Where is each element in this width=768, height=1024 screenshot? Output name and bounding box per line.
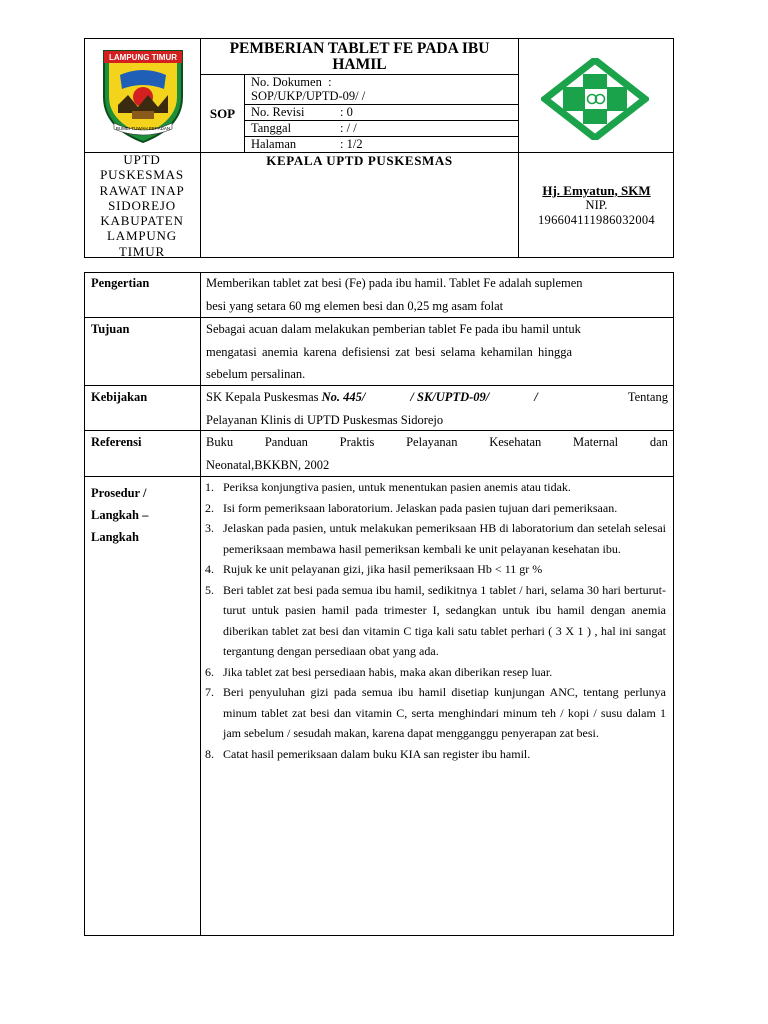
list-item: 5. Beri tablet zat besi pada semua ibu hamil, sedikitnya 1 tablet / hari, selama 30 hari berturut-turut untuk pasien hamil pada trimester I, sedangkan untuk ibu hamil dengan anemia diberikan tablet zat besi dan vitamin C tiga kali satu tablet perhari ( 3 X 1 ) , hal ini sangat tergantung dengan persediaan obat yang ada.: [205, 582, 666, 658]
page-label: Halaman: [251, 137, 297, 151]
doc-number-value: SOP/UKP/UPTD-09/ /: [251, 89, 366, 103]
list-item: 4. Rujuk ke unit pelayanan gizi, jika hasil pemeriksaan Hb < 11 gr %: [205, 562, 543, 576]
list-item: 1. Periksa konjungtiva pasien, untuk menentukan pasien anemis atau tidak.: [205, 480, 571, 494]
list-item: 8. Catat hasil pemeriksaan dalam buku KIA san register ibu hamil.: [205, 746, 531, 761]
head-title: KEPALA UPTD PUSKESMAS: [266, 153, 453, 168]
kebijakan-label: Kebijakan: [91, 390, 148, 404]
doc-number-label: No. Dokumen :: [251, 75, 332, 89]
referensi-label: Referensi: [91, 435, 142, 449]
revision-value: : 0: [340, 105, 353, 119]
tujuan-text: Sebagai acuan dalam melakukan pemberian tablet Fe pada ibu hamil untuk mengatasi anemia karena defisiensi zat besi selama kehamilan hingga sebelum persalinan.: [206, 322, 581, 381]
document-title: PEMBERIAN TABLET FE PADA IBU HAMIL: [229, 40, 490, 73]
nip-value: 196604111986032004: [538, 213, 655, 227]
list-item: 7. Beri penyuluhan gizi pada semua ibu hamil disetiap kunjungan ANC, tentang perlunya minum tablet zat besi dan vitamin C, serta menghindari minum teh / kopi / susu dalam 1 jam sebelum / sesudah makan, karena dapat mengganggu penyerapan zat besi.: [205, 685, 666, 740]
referensi-text: Buku Panduan Praktis Pelayanan Kesehatan Maternal dan Neonatal,BKKBN, 2002: [206, 435, 668, 472]
head-name: Hj. Emyatun, SKM: [542, 183, 651, 198]
prosedur-label: Prosedur / Langkah – Langkah: [91, 486, 149, 544]
puskesmas-logo: [541, 58, 649, 140]
organization-name: UPTD PUSKESMAS RAWAT INAP SIDOREJO KABUPATEN LAMPUNG TIMUR: [99, 152, 185, 259]
list-item: 3. Jelaskan pada pasien, untuk melakukan pemeriksaan HB di laboratorium dan setelah selesai pemeriksaan membawa hasil pemeriksan kembali ke unit pelayanan kesehatan ibu.: [205, 521, 666, 556]
sop-content-table: [84, 272, 674, 936]
date-value: : / /: [340, 121, 357, 135]
tujuan-label: Tujuan: [91, 322, 130, 336]
procedure-steps: [202, 477, 666, 764]
emblem-text: LAMPUNG TIMUR: [109, 53, 177, 62]
sop-label: SOP: [209, 106, 236, 121]
page-value: : 1/2: [340, 137, 363, 151]
kebijakan-text: SK Kepala Puskesmas No. 445/ / SK/UPTD-09/ / Tentang Pelayanan Klinis di UPTD Puskesmas Sidorejo: [206, 390, 668, 427]
emblem-motto: BUMEI TUWAH BEPADAN: [115, 126, 171, 131]
date-label: Tanggal: [251, 121, 292, 135]
lampung-timur-emblem: [98, 45, 188, 145]
revision-label: No. Revisi: [251, 105, 305, 119]
list-item: 6. Jika tablet zat besi persediaan habis, maka akan diberikan resep luar.: [205, 664, 553, 679]
list-item: 2. Isi form pemeriksaan laboratorium. Jelaskan pada pasien tujuan dari pemeriksaan.: [205, 500, 618, 515]
pengertian-label: Pengertian: [91, 276, 150, 290]
sop-header-table: [84, 38, 674, 258]
pengertian-text: Memberikan tablet zat besi (Fe) pada ibu hamil. Tablet Fe adalah suplemen besi yang setara 60 mg elemen besi dan 0,25 mg asam folat: [206, 276, 583, 313]
nip-label: NIP.: [585, 198, 608, 212]
